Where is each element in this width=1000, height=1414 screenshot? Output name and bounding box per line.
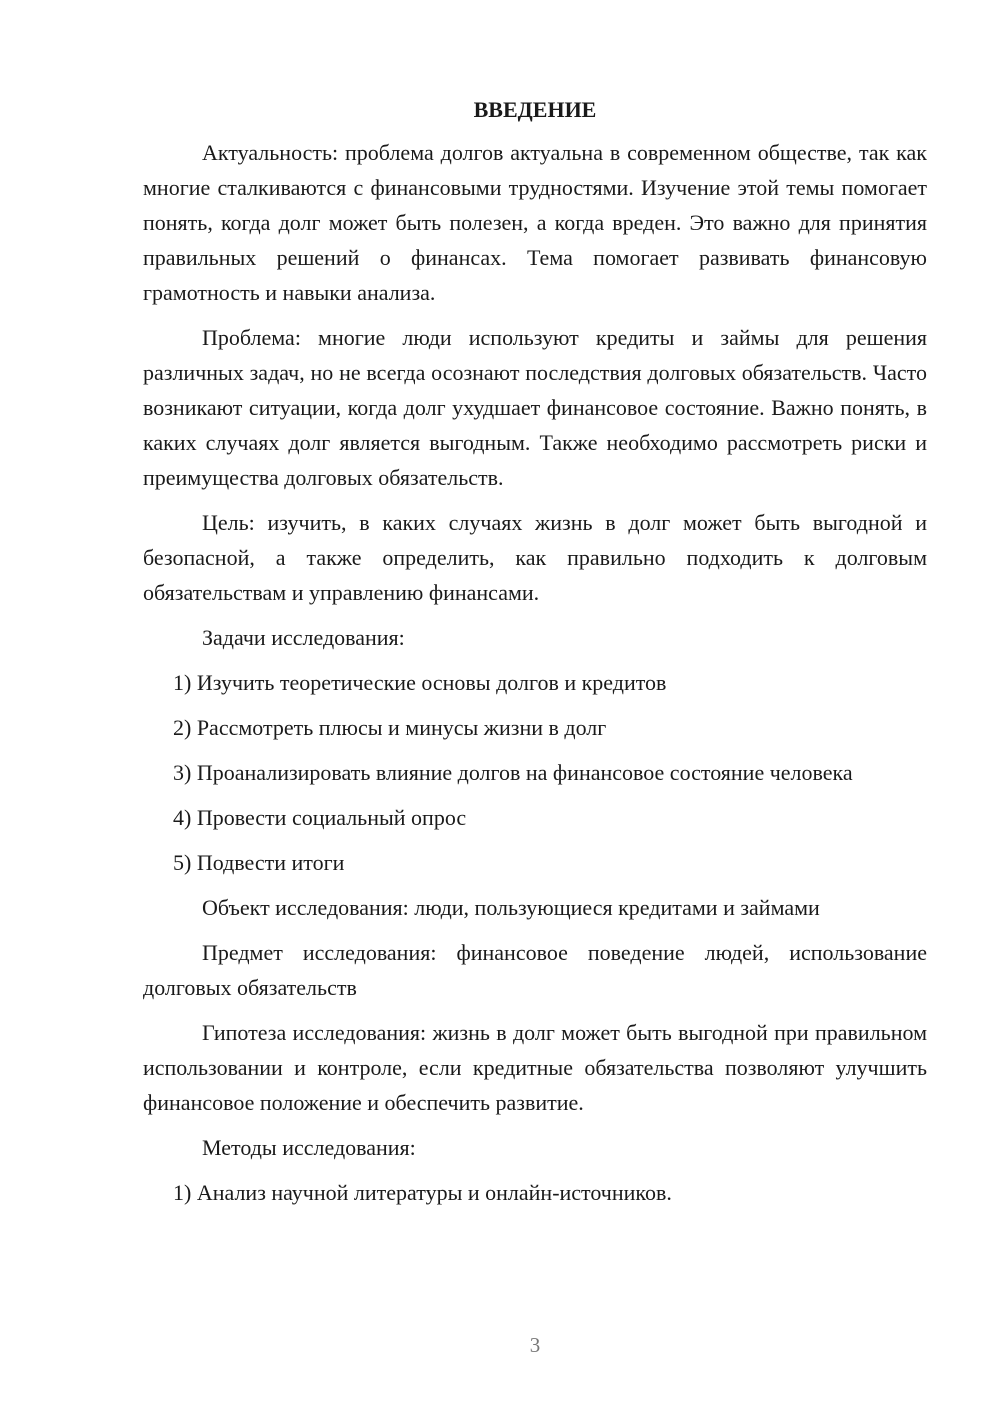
relevance-paragraph: Актуальность: проблема долгов актуальна в современном обществе, так как многие сталкиваются с финансовыми трудностями. Изучение этой темы помогает понять, когда долг может быть полезен, а когда вреден. Это важно для принятия правильных решений о финансах. Тема помогает развивать финансовую грамотность и навыки анализа. [143, 140, 927, 305]
subject-paragraph: Предмет исследования: финансовое поведение людей, использование долговых обязательств [143, 940, 927, 1000]
tasks-heading: Задачи исследования: [202, 625, 405, 650]
task-item-2: 2) Рассмотреть плюсы и минусы жизни в долг [173, 715, 607, 740]
task-item-5: 5) Подвести итоги [173, 850, 345, 875]
methods-heading: Методы исследования: [202, 1135, 416, 1160]
goal-paragraph: Цель: изучить, в каких случаях жизнь в долг может быть выгодной и безопасной, а также определить, как правильно подходить к долговым обязательствам и управлению финансами. [143, 510, 927, 605]
hypothesis-paragraph: Гипотеза исследования: жизнь в долг может быть выгодной при правильном использовании и контроле, если кредитные обязательства позволяют улучшить финансовое положение и обеспечить развитие. [143, 1020, 927, 1115]
task-item-3: 3) Проанализировать влияние долгов на финансовое состояние человека [173, 760, 853, 785]
object-paragraph: Объект исследования: люди, пользующиеся кредитами и займами [202, 895, 820, 920]
page-title: ВВЕДЕНИЕ [473, 97, 597, 122]
task-item-4: 4) Провести социальный опрос [173, 805, 467, 830]
problem-paragraph: Проблема: многие люди используют кредиты и займы для решения различных задач, но не всегда осознают последствия долговых обязательств. Часто возникают ситуации, когда долг ухудшает финансовое состояние. Важно понять, в каких случаях долг является выгодным. Также необходимо рассмотреть риски и преимущества долговых обязательств. [143, 325, 927, 490]
method-item-1: 1) Анализ научной литературы и онлайн-источников. [173, 1180, 672, 1205]
task-item-1: 1) Изучить теоретические основы долгов и кредитов [173, 670, 667, 695]
page-number: 3 [529, 1333, 541, 1357]
document-body [143, 92, 927, 1220]
